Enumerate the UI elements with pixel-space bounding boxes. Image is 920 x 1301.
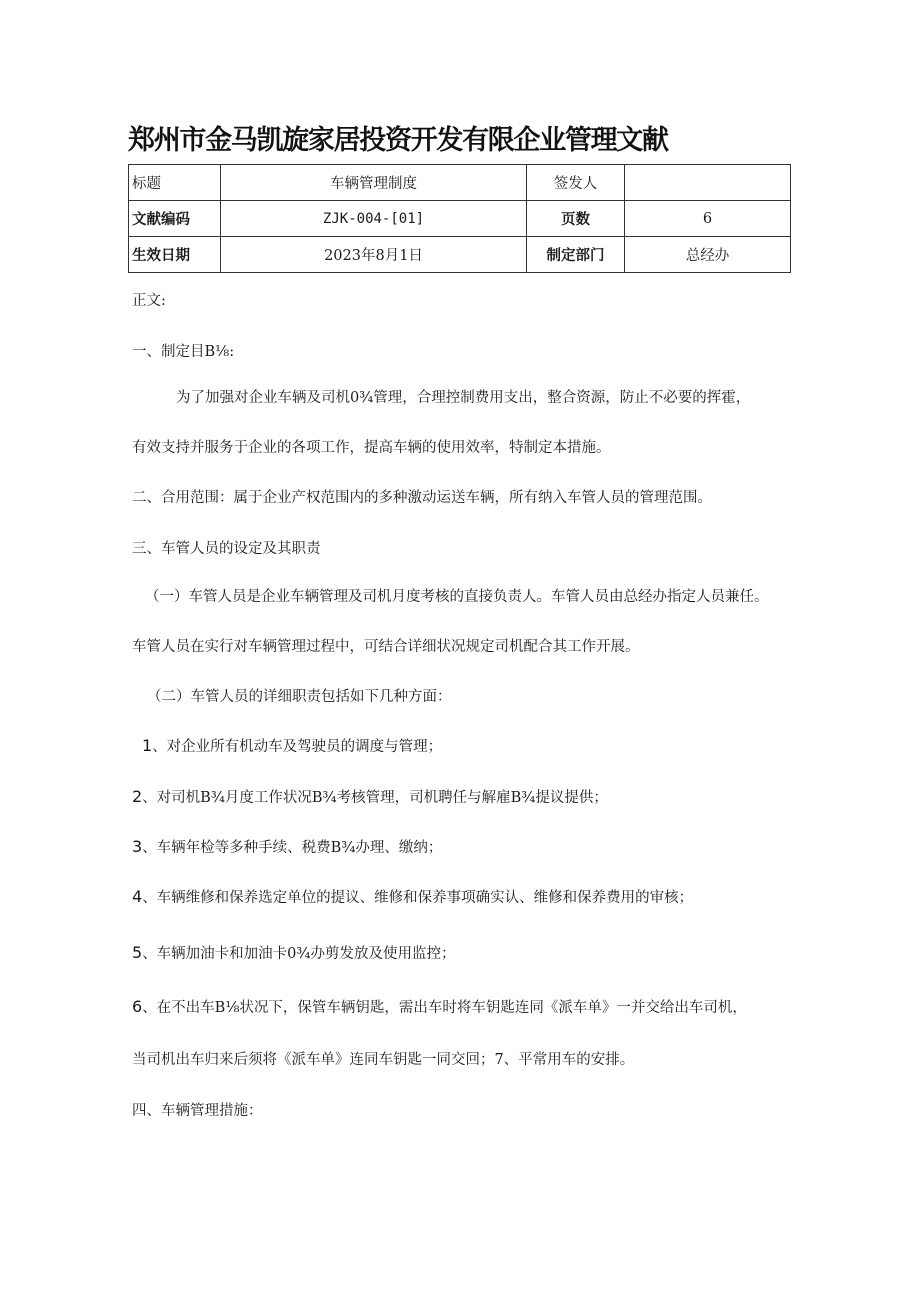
department-label: 制定部门 xyxy=(527,237,625,273)
list-item-number: 4 xyxy=(132,887,143,906)
list-item-number: 2 xyxy=(132,787,143,806)
effective-date-value: 2023年8月1日 xyxy=(221,237,527,273)
department-value: 总经办 xyxy=(625,237,791,273)
section-3-heading: 三、车管人员的设定及其职责 xyxy=(132,541,321,557)
list-item-text: 、车辆加油卡和加油卡0¾办剪发放及使用监控； xyxy=(142,946,456,962)
table-row xyxy=(129,237,791,273)
list-item xyxy=(132,886,693,907)
list-item xyxy=(132,786,608,807)
section-2-paragraph: 二、合用范围：属于企业产权范围内的多种激动运送车辆，所有纳入车管人员的管理范围。 xyxy=(132,490,712,506)
list-item-text: 、对企业所有机动车及驾驶员的调度与管理； xyxy=(152,739,443,755)
section-3-paragraph-2: （二）车管人员的详细职责包括如下几种方面： xyxy=(147,689,452,705)
section-1-paragraph-line-1: 为了加强对企业车辆及司机0¾管理，合理控制费用支出，整合资源，防止不必要的挥霍， xyxy=(176,390,751,406)
table-row xyxy=(129,201,791,237)
list-item-text: 、车辆维修和保养选定单位的提议、维修和保养事项确实认、维修和保养费用的审核； xyxy=(142,890,694,906)
list-item-number: 5 xyxy=(132,943,143,962)
title-label: 标题 xyxy=(129,165,221,201)
list-item-text: 、在不出车B⅛状况下，保管车辆钥匙，需出车时将车钥匙连同《派车单》一并交给出车司机， xyxy=(142,1000,747,1016)
doc-code-label: 文献编码 xyxy=(129,201,221,237)
title-value: 车辆管理制度 xyxy=(221,165,527,201)
list-item-text: 、车辆年检等多种手续、税费B¾办理、缴纳； xyxy=(142,840,443,856)
list-item-number: 3 xyxy=(132,837,143,856)
list-item xyxy=(142,735,442,756)
section-4-heading: 四、车辆管理措施： xyxy=(132,1103,263,1119)
section-3-paragraph-1-line-2: 车管人员在实行对车辆管理过程中，可结合详细状况规定司机配合其工作开展。 xyxy=(132,639,640,655)
issuer-value xyxy=(625,165,791,201)
section-1-paragraph-line-2: 有效支持并服务于企业的各项工作，提高车辆的使用效率，特制定本措施。 xyxy=(132,440,611,456)
page-count-value: 6 xyxy=(625,201,791,237)
list-item-number: 1 xyxy=(142,736,153,755)
section-3-paragraph-1-line-1: （一）车管人员是企业车辆管理及司机月度考核的直接负责人。车管人员由总经办指定人员兼任。 xyxy=(145,589,769,605)
list-item xyxy=(132,996,747,1017)
list-item-continuation: 当司机出车归来后须将《派车单》连同车钥匙一同交回；7、平常用车的安排。 xyxy=(132,1052,635,1068)
effective-date-label: 生效日期 xyxy=(129,237,221,273)
issuer-label: 签发人 xyxy=(527,165,625,201)
doc-code-value: ZJK-004-[01] xyxy=(221,201,527,237)
page-count-label: 页数 xyxy=(527,201,625,237)
table-row xyxy=(129,165,791,201)
document-info-table xyxy=(128,164,791,273)
list-item-text: 、对司机B¾月度工作状况B¾考核管理，司机聘任与解雇B¾提议提供； xyxy=(142,790,608,806)
list-item xyxy=(132,942,455,963)
section-1-heading: 一、制定目B⅛: xyxy=(132,344,235,360)
body-intro: 正文: xyxy=(132,293,166,309)
list-item xyxy=(132,836,442,857)
list-item-number: 6 xyxy=(132,997,143,1016)
document-title: 郑州市金马凯旋家居投资开发有限企业管理文献 xyxy=(128,125,668,156)
